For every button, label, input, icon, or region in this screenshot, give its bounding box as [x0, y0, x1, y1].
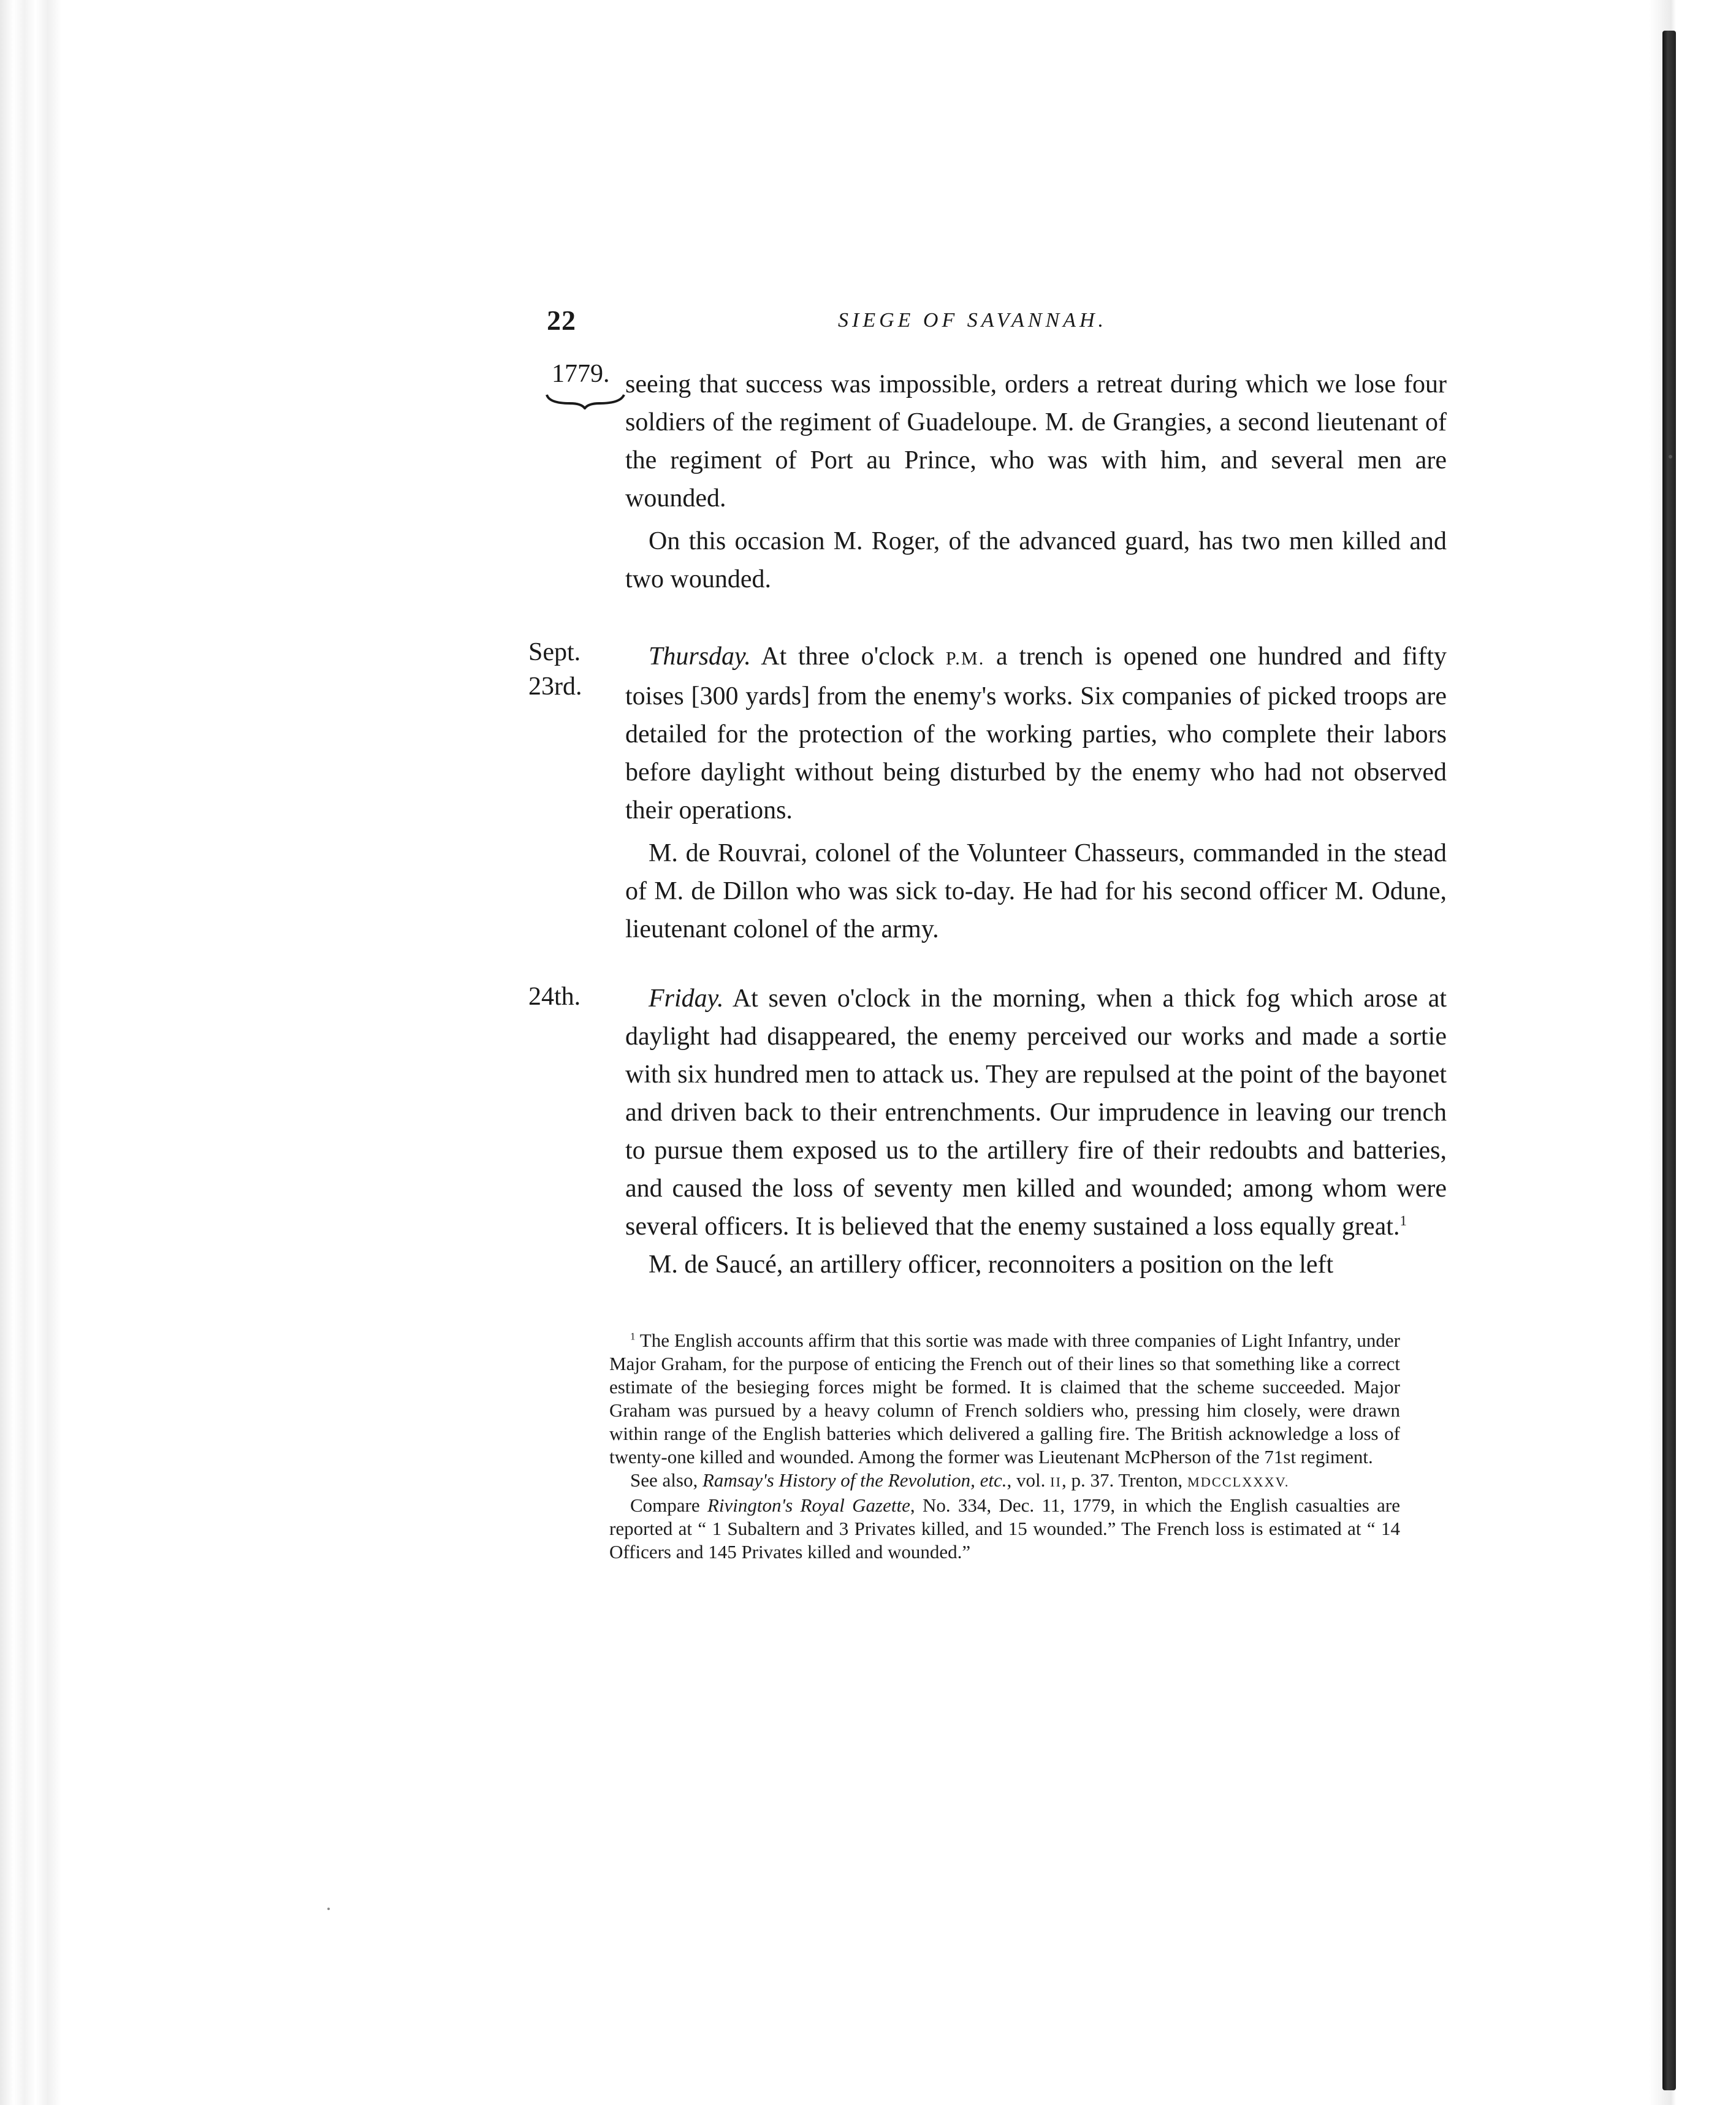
paragraph-sortie-text: At seven o'clock in the morning, when a thick fog which arose at daylight had disappeared, the enemy perceived our works and made a sortie with six hundred men to attack us. They are repulsed at the point of the bayonet and driven back to their entrenchments. Our imprudence in leaving our trench to pursue them exposed us to the artillery fire of their redoubts and batteries, and caused the loss of seventy men killed and wounded; among whom were several officers. It is believed that the enemy sustained a loss equally great. [625, 984, 1447, 1241]
paragraph-trench [625, 638, 1447, 829]
page-number: 22 [547, 305, 576, 336]
book-binding-edge [1662, 31, 1676, 2090]
page-edge-left [0, 0, 61, 2105]
footnote-1-marker: 1 [630, 1330, 636, 1342]
margin-date-sept-23 [528, 635, 582, 704]
day-friday: Friday. [649, 984, 724, 1013]
footnote-1 [609, 1329, 1400, 1469]
footnote-gazette-title: Rivington's Royal Gazette [707, 1494, 910, 1516]
footnote-compare-b: , No. 334, Dec. 11, 1779, in which the English casualties are reported at “ 1 Subaltern and 3 Privates killed, and 15 wounded.” The French loss is estimated at “ 14 Officers and 145 Privates killed and wounded.” [609, 1494, 1400, 1563]
pm-abbrev: P.M. [945, 648, 985, 669]
scan-speck [327, 1908, 330, 1910]
margin-date-23rd: 23rd. [528, 672, 582, 701]
margin-date-24th [528, 980, 581, 1014]
paragraph-sauce: M. de Saucé, an artillery officer, reconnoiters a position on the left [649, 1250, 1334, 1279]
text-section-1 [625, 365, 1447, 598]
footnote-see-also [609, 1469, 1400, 1494]
footnote-vol: II [1050, 1474, 1062, 1490]
running-head [547, 304, 1448, 341]
margin-year-text: 1779. [552, 360, 610, 388]
footnote-see-also-c: , p. 37. Trenton, [1061, 1469, 1187, 1491]
footnote-ref-1: 1 [1399, 1212, 1407, 1228]
footnote-ramsay-title: Ramsay's History of the Revolution, etc. [702, 1469, 1007, 1491]
running-title: SIEGE OF SAVANNAH. [838, 309, 1108, 332]
margin-date-24th-text: 24th. [528, 983, 581, 1011]
text-section-sept-23 [625, 638, 1447, 948]
text-section-24th [625, 980, 1447, 1284]
paragraph-sortie [625, 980, 1447, 1246]
paragraph-rouvrai: M. de Rouvrai, colonel of the Volunteer Chasseurs, commanded in the stead of M. de Dillon who was sick to-day. He had for his second officer M. Odune, lieutenant colonel of the army. [625, 839, 1447, 943]
footnote-see-also-a: See also, [630, 1469, 702, 1491]
year-brace-icon [546, 392, 625, 409]
paragraph-roger: On this occasion M. Roger, of the advanced guard, has two men killed and two wounded. [625, 527, 1447, 593]
paragraph-retreat: seeing that success was impossible, orders a retreat during which we lose four soldiers of the regiment of Guadeloupe. M. de Grangies, a second lieutenant of the regiment of Port au Prince, who was with him, and several men are wounded. [625, 370, 1447, 512]
footnote-1-text: The English accounts affirm that this sortie was made with three companies of Light Infantry, under Major Graham, for the purpose of enticing the French out of their lines so that something like a correct estimate of the besieging forces might be formed. It is claimed that the scheme succeeded. Major Graham was pursued by a heavy column of French soldiers who, pressing him closely, were drawn within range of the English batteries which delivered a galling fire. The British acknowledge a loss of twenty-one killed and wounded. Among the former was Lieutenant McPherson of the 71st regiment. [609, 1330, 1400, 1467]
scan-speck [1669, 455, 1672, 459]
footnote-see-also-b: , vol. [1007, 1469, 1051, 1491]
footnotes [609, 1329, 1400, 1564]
margin-year [552, 357, 610, 391]
paragraph-trench-b: a trench is opened one hundred and fifty toises [300 yards] from the enemy's works. Six companies of picked troops are detailed for the protection of the working parties, who complete their labors before daylight without being disturbed by the enemy who had not observed their operations. [625, 642, 1447, 824]
footnote-compare [609, 1494, 1400, 1564]
margin-date-sept: Sept. [528, 638, 581, 666]
paragraph-trench-a: At three o'clock [750, 642, 946, 671]
footnote-year: MDCCLXXXV. [1187, 1474, 1290, 1490]
footnote-compare-a: Compare [630, 1494, 707, 1516]
day-thursday: Thursday. [649, 642, 751, 671]
